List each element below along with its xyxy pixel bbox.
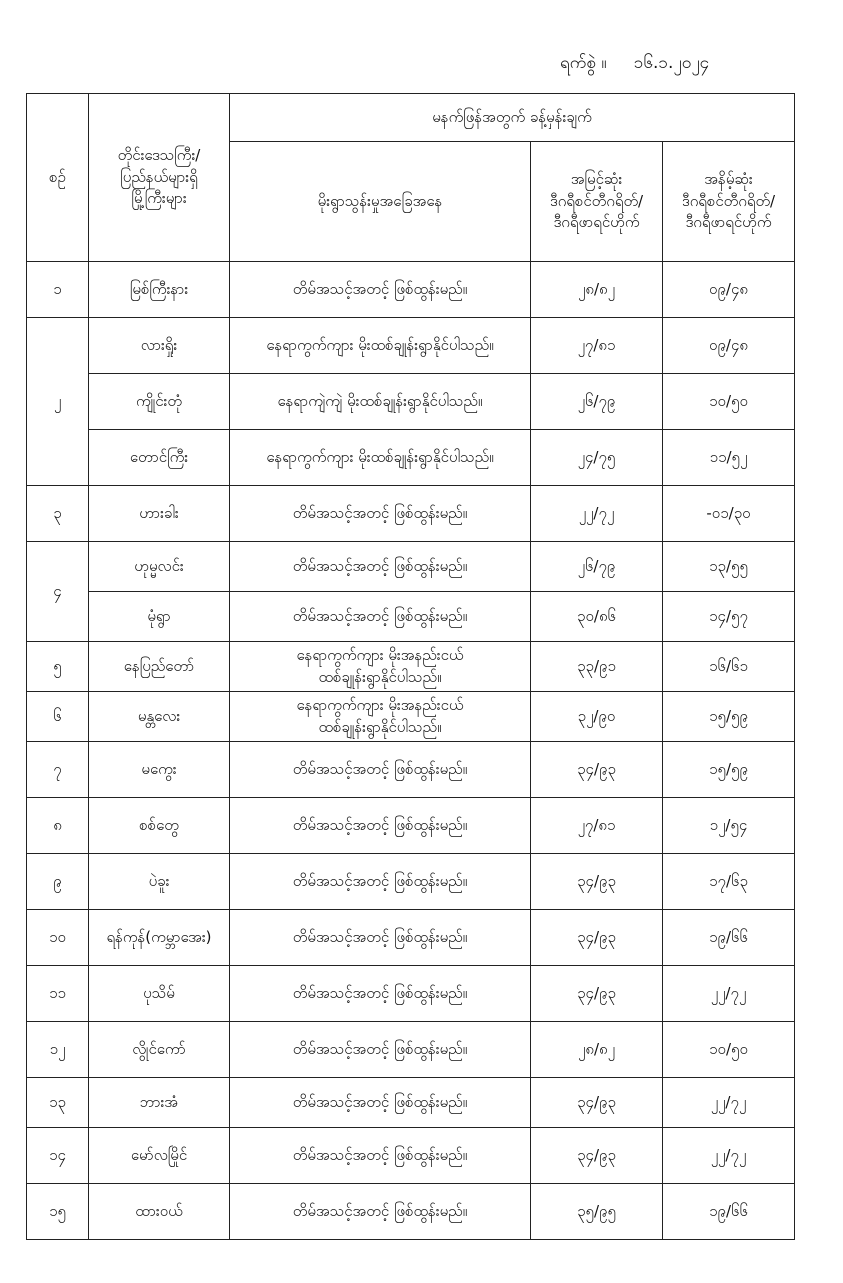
city-name: နေပြည်တော် — [89, 642, 230, 692]
min-temperature: ၂၂/၇၂ — [663, 966, 795, 1022]
row-number: ၄ — [27, 542, 89, 642]
city-name: မကွေး — [89, 742, 230, 798]
forecast-table — [26, 93, 795, 1240]
table-row — [27, 966, 795, 1022]
weather-condition: တိမ်အသင့်အတင့် ဖြစ်ထွန်းမည်။ — [230, 742, 531, 798]
weather-condition: တိမ်အသင့်အတင့် ဖြစ်ထွန်းမည်။ — [230, 1022, 531, 1078]
table-row — [27, 692, 795, 742]
row-number: ၂ — [27, 318, 89, 486]
city-name: မြစ်ကြီးနား — [89, 262, 230, 318]
city-name: ထားဝယ် — [89, 1184, 230, 1240]
table-row — [27, 1078, 795, 1128]
table-row — [27, 318, 795, 374]
max-temperature: ၃၄/၉၃ — [531, 966, 663, 1022]
header-min-temp: အနိမ့်ဆုံး ဒီဂရီစင်တီဂရိတ်/ ဒီဂရီဖာရင်ဟိုက် — [663, 142, 795, 262]
city-name: လားရှိုး — [89, 318, 230, 374]
max-temperature: ၃၄/၉၃ — [531, 910, 663, 966]
min-temperature: ၁၂/၅၄ — [663, 798, 795, 854]
city-name: ပဲခူး — [89, 854, 230, 910]
city-name: စစ်တွေ — [89, 798, 230, 854]
row-number: ၁ — [27, 262, 89, 318]
weather-condition: တိမ်အသင့်အတင့် ဖြစ်ထွန်းမည်။ — [230, 910, 531, 966]
city-name: ပုသိမ် — [89, 966, 230, 1022]
table-row — [27, 262, 795, 318]
max-temperature: ၂၈/၈၂ — [531, 1022, 663, 1078]
min-temperature: ၁၀/၅၀ — [663, 1022, 795, 1078]
row-number: ၁၄ — [27, 1128, 89, 1184]
table-row — [27, 854, 795, 910]
city-name: မန္တလေး — [89, 692, 230, 742]
weather-condition: တိမ်အသင့်အတင့် ဖြစ်ထွန်းမည်။ — [230, 1078, 531, 1128]
header-city: တိုင်းဒေသကြီး/ ပြည်နယ်များရှိ မြို့ကြီးများ — [89, 94, 230, 262]
min-temperature: ၀၉/၄၈ — [663, 318, 795, 374]
max-temperature: ၃၄/၉၃ — [531, 1078, 663, 1128]
weather-condition: နေရာကွက်ကျား မိုးအနည်းငယ် ထစ်ချုန်းရွာနိုင်ပါသည်။ — [230, 692, 531, 742]
date-label: ရက်စွဲ ။ — [560, 53, 607, 73]
row-number: ၅ — [27, 642, 89, 692]
row-number: ၁၀ — [27, 910, 89, 966]
city-name: ဟားခါး — [89, 486, 230, 542]
row-number: ၁၁ — [27, 966, 89, 1022]
max-temperature: ၂၄/၇၅ — [531, 430, 663, 486]
max-temperature: ၂၇/၈၁ — [531, 318, 663, 374]
weather-condition: တိမ်အသင့်အတင့် ဖြစ်ထွန်းမည်။ — [230, 542, 531, 592]
min-temperature: ၁၉/၆၆ — [663, 1184, 795, 1240]
weather-condition: နေရာကျဲကျဲ မိုးထစ်ချုန်းရွာနိုင်ပါသည်။ — [230, 374, 531, 430]
row-number: ၁၃ — [27, 1078, 89, 1128]
weather-condition: နေရာကွက်ကျား မိုးထစ်ချုန်းရွာနိုင်ပါသည်။ — [230, 318, 531, 374]
min-temperature: ၁၉/၆၆ — [663, 910, 795, 966]
max-temperature: ၂၆/၇၉ — [531, 542, 663, 592]
max-temperature: ၃၄/၉၃ — [531, 742, 663, 798]
weather-condition: တိမ်အသင့်အတင့် ဖြစ်ထွန်းမည်။ — [230, 1184, 531, 1240]
max-temperature: ၃၃/၉၁ — [531, 642, 663, 692]
max-temperature: ၃၅/၉၅ — [531, 1184, 663, 1240]
city-name: လွိုင်ကော် — [89, 1022, 230, 1078]
weather-condition: နေရာကွက်ကျား မိုးထစ်ချုန်းရွာနိုင်ပါသည်။ — [230, 430, 531, 486]
max-temperature: ၂၆/၇၉ — [531, 374, 663, 430]
min-temperature: ၁၁/၅၂ — [663, 430, 795, 486]
header-condition: မိုးရွာသွန်းမှုအခြေအနေ — [230, 142, 531, 262]
header-forecast-group: မနက်ဖြန်အတွက် ခန့်မှန်းချက် — [230, 94, 795, 142]
max-temperature: ၃၀/၈၆ — [531, 592, 663, 642]
table-row — [27, 1022, 795, 1078]
min-temperature: ၁၄/၅၇ — [663, 592, 795, 642]
table-row — [27, 910, 795, 966]
max-temperature: ၂၂/၇၂ — [531, 486, 663, 542]
table-row — [27, 430, 795, 486]
row-number: ၈ — [27, 798, 89, 854]
weather-condition: တိမ်အသင့်အတင့် ဖြစ်ထွန်းမည်။ — [230, 592, 531, 642]
table-row — [27, 592, 795, 642]
min-temperature: ၂၂/၇၂ — [663, 1078, 795, 1128]
city-name: တောင်ကြီး — [89, 430, 230, 486]
header-row-1 — [27, 94, 795, 142]
row-number: ၃ — [27, 486, 89, 542]
max-temperature: ၃၂/၉၀ — [531, 692, 663, 742]
max-temperature: ၂၇/၈၁ — [531, 798, 663, 854]
city-name: မုံရွာ — [89, 592, 230, 642]
max-temperature: ၂၈/၈၂ — [531, 262, 663, 318]
min-temperature: ၀၉/၄၈ — [663, 262, 795, 318]
table-row — [27, 798, 795, 854]
table-row — [27, 742, 795, 798]
min-temperature: ၁၇/၆၃ — [663, 854, 795, 910]
city-name: မော်လမြိုင် — [89, 1128, 230, 1184]
max-temperature: ၃၄/၉၃ — [531, 1128, 663, 1184]
table-row — [27, 486, 795, 542]
min-temperature: ၂၂/၇၂ — [663, 1128, 795, 1184]
weather-condition: တိမ်အသင့်အတင့် ဖြစ်ထွန်းမည်။ — [230, 854, 531, 910]
weather-condition: တိမ်အသင့်အတင့် ဖြစ်ထွန်းမည်။ — [230, 486, 531, 542]
table-row — [27, 374, 795, 430]
max-temperature: ၃၄/၉၃ — [531, 854, 663, 910]
min-temperature: ၁၅/၅၉ — [663, 742, 795, 798]
min-temperature: ၁၆/၆၁ — [663, 642, 795, 692]
date-value: ၁၆.၁.၂၀၂၄ — [633, 53, 710, 73]
table-row — [27, 542, 795, 592]
min-temperature: ၁၀/၅၀ — [663, 374, 795, 430]
city-name: ဟုမ္မလင်း — [89, 542, 230, 592]
min-temperature: ၁၃/၅၅ — [663, 542, 795, 592]
city-name: ရန်ကုန်(ကမ္ဘာအေး) — [89, 910, 230, 966]
row-number: ၁၂ — [27, 1022, 89, 1078]
table-row — [27, 1128, 795, 1184]
city-name: ကျိုင်းတုံ — [89, 374, 230, 430]
weather-condition: တိမ်အသင့်အတင့် ဖြစ်ထွန်းမည်။ — [230, 1128, 531, 1184]
row-number: ၆ — [27, 692, 89, 742]
table-row — [27, 642, 795, 692]
min-temperature: ၁၅/၅၉ — [663, 692, 795, 742]
weather-condition: တိမ်အသင့်အတင့် ဖြစ်ထွန်းမည်။ — [230, 966, 531, 1022]
table-row — [27, 1184, 795, 1240]
header-max-temp: အမြင့်ဆုံး ဒီဂရီစင်တီဂရိတ်/ ဒီဂရီဖာရင်ဟိုက် — [531, 142, 663, 262]
weather-condition: တိမ်အသင့်အတင့် ဖြစ်ထွန်းမည်။ — [230, 262, 531, 318]
row-number: ၇ — [27, 742, 89, 798]
city-name: ဘားအံ — [89, 1078, 230, 1128]
min-temperature: -၀၁/၃၀ — [663, 486, 795, 542]
header-no: စဉ် — [27, 94, 89, 262]
row-number: ၁၅ — [27, 1184, 89, 1240]
row-number: ၉ — [27, 854, 89, 910]
weather-condition: နေရာကွက်ကျား မိုးအနည်းငယ် ထစ်ချုန်းရွာနိုင်ပါသည်။ — [230, 642, 531, 692]
weather-condition: တိမ်အသင့်အတင့် ဖြစ်ထွန်းမည်။ — [230, 798, 531, 854]
date-line — [560, 52, 800, 77]
